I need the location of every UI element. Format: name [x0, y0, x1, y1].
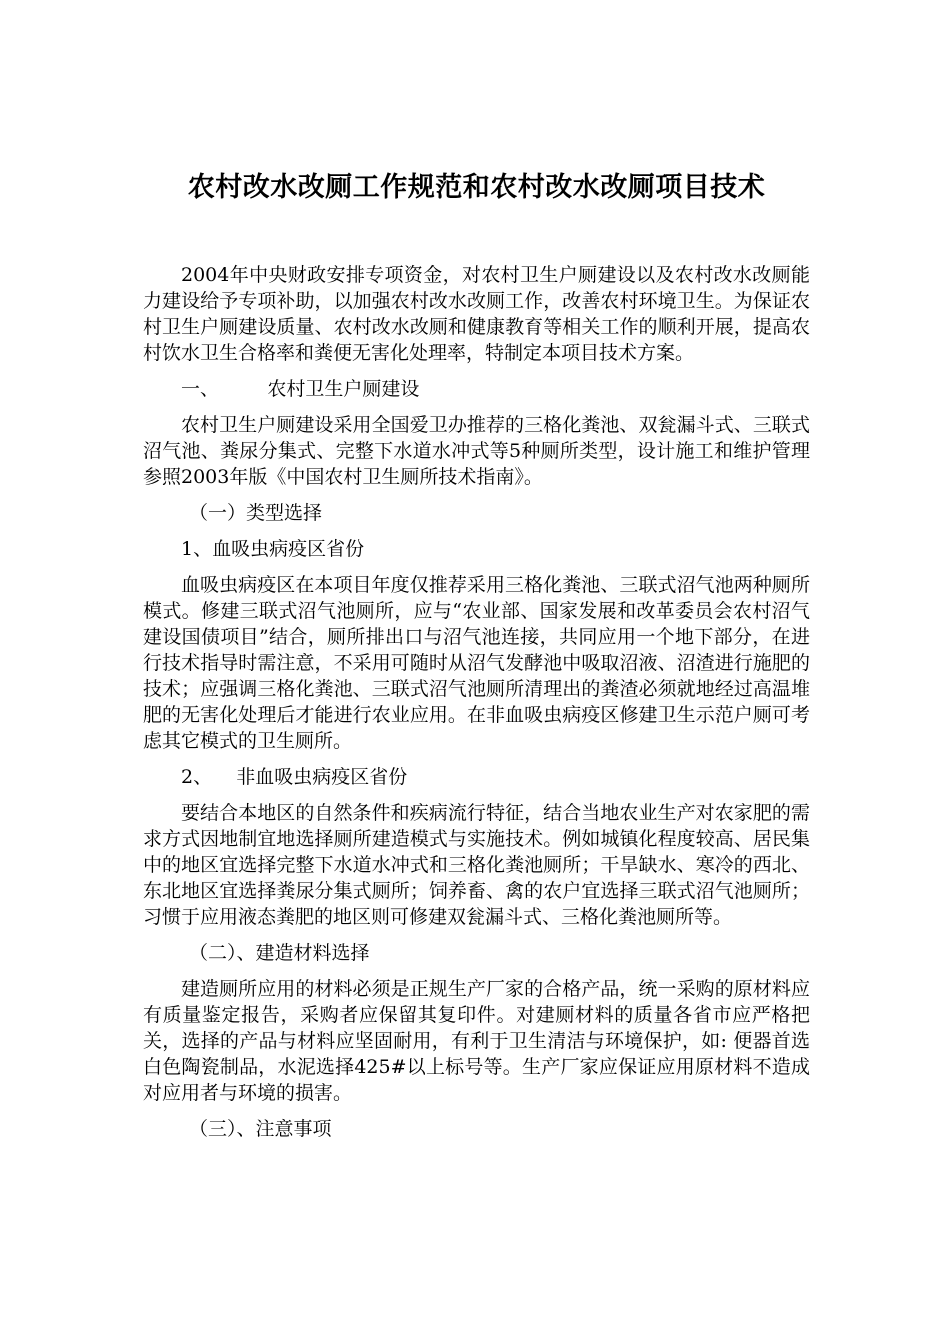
document-title: 农村改水改厕工作规范和农村改水改厕项目技术: [187, 172, 766, 203]
subsection-heading-type-selection: （一）类型选择: [189, 502, 323, 524]
paragraph-intro: 2004年中央财政安排专项资金，对农村卫生户厕建设以及农村改水改厕能力建设给予专项补助，以加强农村改水改厕工作，改善农村环境卫生。为保证农村卫生户厕建设质量、农村改水改厕和健康教育等相关工作的顺利开展，提高农村饮水卫生合格率和粪便无害化处理率，特制定本项目技术方案。: [143, 264, 810, 364]
subsection-heading-notes: （三）、注意事项: [189, 1118, 332, 1140]
paragraph-toilet-types: 农村卫生户厕建设采用全国爱卫办推荐的三格化粪池、双瓮漏斗式、三联式沼气池、粪尿分集式、完整下水道水冲式等5种厕所类型，设计施工和维护管理参照2003年版《中国农村卫生厕所技术指南》。: [143, 414, 810, 488]
item-heading-non-schistosomiasis: 2、 非血吸虫病疫区省份: [181, 766, 408, 788]
document-body: [143, 262, 810, 1152]
paragraph-non-schistosomiasis: 要结合本地区的自然条件和疾病流行特征，结合当地农业生产对农家肥的需求方式因地制宜地选择厕所建造模式与实施技术。例如城镇化程度较高、居民集中的地区宜选择完整下水道水冲式和三格化粪池厕所；干旱缺水、寒冷的西北、东北地区宜选择粪尿分集式厕所；饲养畜、禽的农户宜选择三联式沼气池厕所；习惯于应用液态粪肥的地区则可修建双瓮漏斗式、三格化粪池厕所等。: [143, 802, 810, 928]
subsection-heading-materials: （二）、建造材料选择: [189, 942, 370, 964]
item-heading-schistosomiasis: 1、血吸虫病疫区省份: [181, 538, 365, 560]
section-heading-1: 一、 农村卫生户厕建设: [181, 378, 420, 400]
paragraph-schistosomiasis: 血吸虫病疫区在本项目年度仅推荐采用三格化粪池、三联式沼气池两种厕所模式。修建三联式沼气池厕所，应与“农业部、国家发展和改革委员会农村沼气建设国债项目”结合，厕所排出口与沼气池连接，共同应用一个地下部分，在进行技术指导时需注意，不采用可随时从沼气发酵池中吸取沼液、沼渣进行施肥的技术；应强调三格化粪池、三联式沼气池厕所清理出的粪渣必须就地经过高温堆肥的无害化处理后才能进行农业应用。在非血吸虫病疫区修建卫生示范户厕可考虑其它模式的卫生厕所。: [143, 574, 810, 752]
paragraph-materials: 建造厕所应用的材料必须是正规生产厂家的合格产品，统一采购的原材料应有质量鉴定报告，采购者应保留其复印件。对建厕材料的质量各省市应严格把关，选择的产品与材料应坚固耐用，有利于卫生清洁与环境保护，如: 便器首选白色陶瓷制品，水泥选择425#以上标号等。生产厂家应保证应用原材料不造成对应用者与环境的损害。: [143, 978, 810, 1104]
